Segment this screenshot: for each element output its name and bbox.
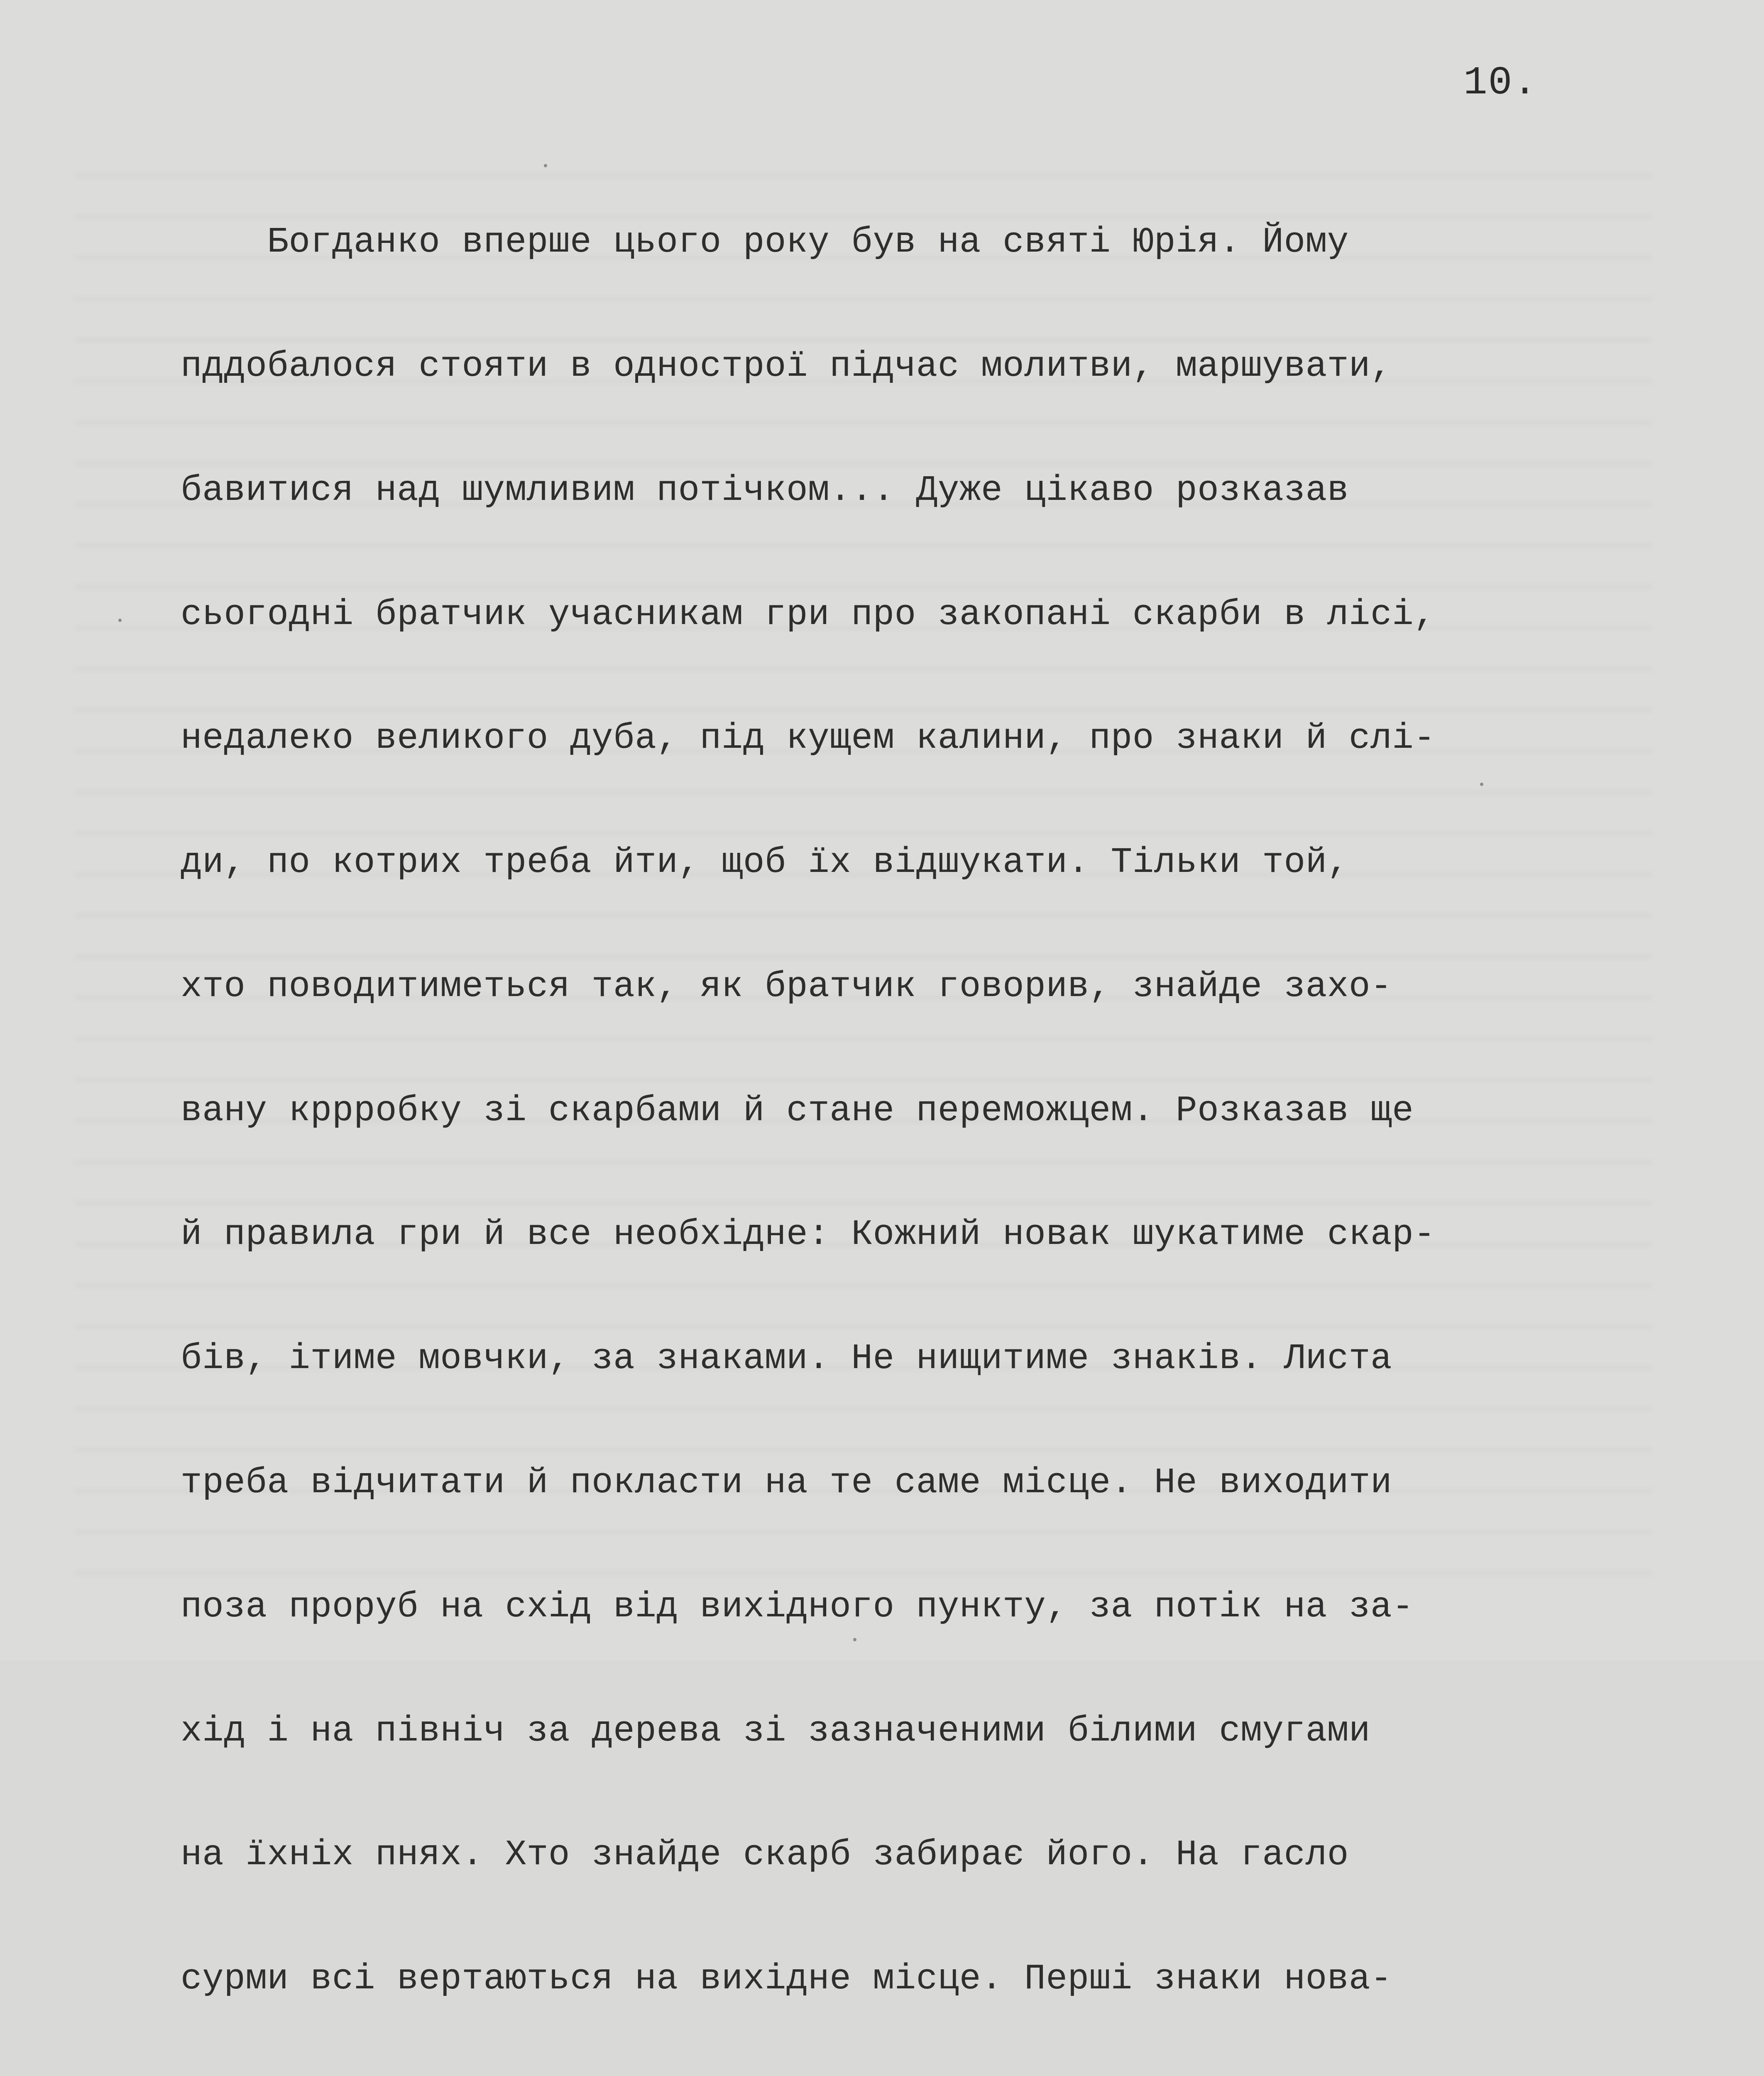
text-line: хід і на північ за дерева зі зазначеними білими смугами	[181, 1710, 1370, 1751]
text-line: треба відчитати й покласти на те саме місце. Не виходити	[181, 1462, 1392, 1503]
text-line: вану кррробку зі скарбами й стане переможцем. Розказав ще	[181, 1090, 1414, 1131]
paper-speck	[118, 619, 122, 622]
text-line: бів, ітиме мовчки, за знаками. Не нищитиме знаків. Листа	[181, 1338, 1392, 1379]
page-number: 10.	[1463, 60, 1538, 105]
text-line: хто поводитиметься так, як братчик говорив, знайде захо-	[181, 966, 1392, 1007]
text-line: бавитися над шумливим потічком... Дуже цікаво розказав	[181, 470, 1349, 511]
text-line: пддобалося стояти в однострої підчас молитви, маршувати,	[181, 345, 1392, 387]
paper-speck	[853, 1638, 856, 1641]
text-line: поза проруб на схід від вихідного пункту, за потік на за-	[181, 1586, 1414, 1627]
text-line: сурми всі вертаються на вихідне місце. Перші знаки нова-	[181, 1958, 1392, 2000]
text-line: недалеко великого дуба, під кущем калини, про знаки й слі-	[181, 718, 1436, 759]
text-line: на їхніх пнях. Хто знайде скарб забирає його. На гасло	[181, 1834, 1349, 1875]
text-line: Богданко вперше цього року був на святі Юрія. Йому	[181, 222, 1349, 263]
text-line: ди, по котрих треба йти, щоб їх відшукати. Тільки той,	[181, 842, 1349, 883]
paper-speck	[1480, 783, 1483, 786]
text-line: й правила гри й все необхідне: Кожний новак шукатиме скар-	[181, 1214, 1436, 1255]
paper-speck	[544, 164, 547, 167]
text-line: сьогодні братчик учасникам гри про закопані скарби в лісі,	[181, 594, 1436, 635]
story-text	[181, 139, 1600, 2076]
